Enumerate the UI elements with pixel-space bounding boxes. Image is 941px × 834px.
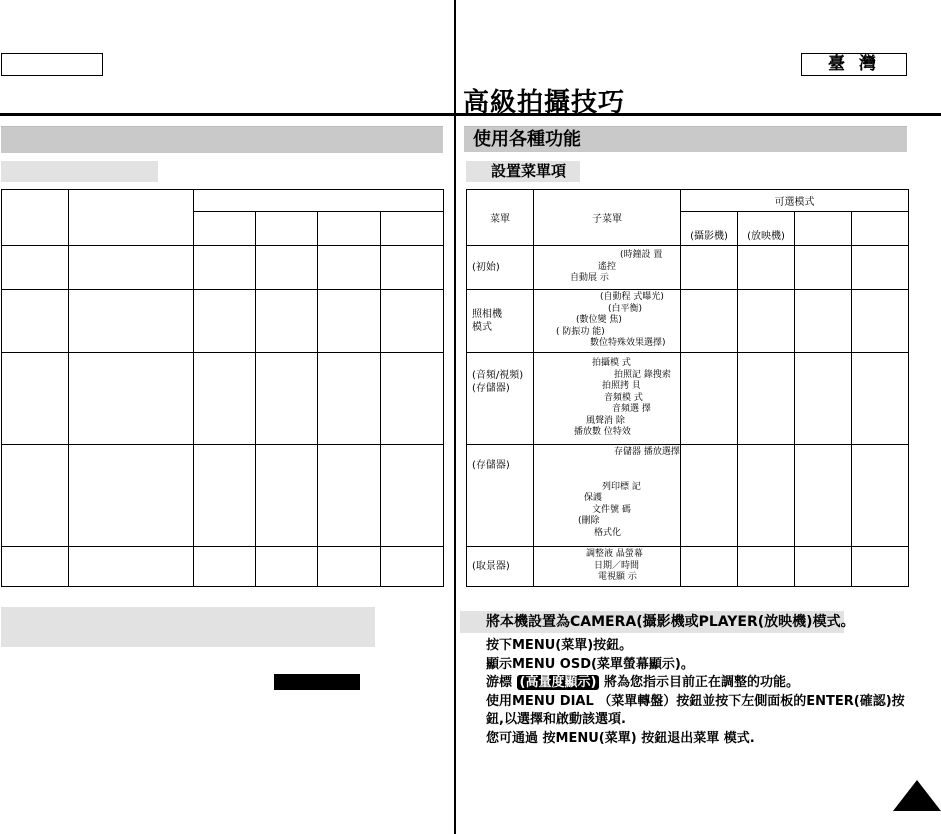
submenu-item: 遙控 xyxy=(598,261,617,272)
table-row xyxy=(467,353,909,445)
submenu-item: 拍照拷 貝 xyxy=(602,381,641,392)
submenu-item: 調整液 晶螢幕 xyxy=(586,549,643,560)
step-5: 您可通過 按MENU(菜單) 按鈕退出菜單 模式. xyxy=(486,730,755,746)
submenu-list xyxy=(534,547,681,587)
submenu-item: 存儲器 播放選擇 xyxy=(614,447,680,457)
menu-name: (初始) xyxy=(467,246,534,290)
submenu-item: 拍照記 錄搜索 xyxy=(614,369,671,380)
submenu-item: (自動程 式曝光) xyxy=(600,292,664,303)
header-modes: 可選模式 xyxy=(681,190,909,212)
step-4-cont: 鈕,以選擇和啟動該選項. xyxy=(486,712,626,727)
mode-col-4 xyxy=(852,212,909,246)
left-instruction-bar xyxy=(1,607,375,647)
left-menu-table xyxy=(1,189,444,587)
cursor-highlight: (高量度顯示) xyxy=(517,675,600,690)
submenu-item: 保護 xyxy=(584,493,603,503)
submenu-item: (時鐘設 置 xyxy=(620,250,663,261)
submenu-item: (刪除 xyxy=(578,516,600,526)
submenu-item: 音頻模 式 xyxy=(604,392,643,403)
section-title: 使用各種功能 xyxy=(464,126,907,152)
table-row xyxy=(467,547,909,587)
mode-col-3 xyxy=(795,212,852,246)
instruction-title: 將本機設置為CAMERA(攝影機或PLAYER(放映機)模式。 xyxy=(486,614,855,630)
submenu-item: 列印標 記 xyxy=(602,481,641,492)
left-language-box xyxy=(1,53,103,76)
table-row xyxy=(467,445,909,547)
step-4: 使用MENU DIAL （菜單轉盤）按鈕並按下左側面板的ENTER(確認)按 xyxy=(486,693,905,709)
step-2: 顯示MENU OSD(菜單螢幕顯示)。 xyxy=(486,656,694,672)
submenu-item: 播放數 位特效 xyxy=(574,427,631,438)
submenu-item: (白平衡) xyxy=(608,303,643,314)
submenu-spacer xyxy=(534,459,680,482)
step-1: 按下MENU(菜單)按鈕。 xyxy=(486,638,633,653)
submenu-item: 文件號 碼 xyxy=(592,504,631,515)
submenu-list xyxy=(534,290,681,353)
submenu-item: 拍攝模 式 xyxy=(592,358,631,369)
subsection-title: 設置菜單項 xyxy=(466,161,580,182)
mode-player: (放映機) xyxy=(738,212,795,246)
menu-name: (音頻/視頻) (存儲器) xyxy=(467,353,534,445)
submenu-item: 電視顯 示 xyxy=(598,572,637,583)
table-row xyxy=(467,246,909,290)
submenu-item: 數位特殊效果選擇) xyxy=(590,338,666,349)
submenu-item: ( 防振功 能) xyxy=(556,326,605,337)
submenu-list xyxy=(534,246,681,290)
step-3 xyxy=(486,674,905,693)
mode-camera: (攝影機) xyxy=(681,212,738,246)
menu-name: (取景器) xyxy=(467,547,534,587)
submenu-item: (數位變 焦) xyxy=(576,315,622,326)
menu-name: 照相機 模式 xyxy=(467,290,534,353)
table-row xyxy=(467,290,909,353)
page-up-triangle-icon xyxy=(893,780,941,811)
header-menu: 菜單 xyxy=(467,190,534,246)
instruction-steps xyxy=(486,637,905,748)
left-subsection-bar xyxy=(1,161,158,182)
submenu-item: 風聲消 除 xyxy=(586,415,625,426)
left-highlight-block xyxy=(274,674,360,690)
page-divider xyxy=(454,0,456,834)
menu-name: (存儲器) xyxy=(467,445,534,547)
submenu-list xyxy=(534,445,681,547)
submenu-item: 格式化 xyxy=(594,527,622,538)
submenu-list xyxy=(534,353,681,445)
left-section-bar xyxy=(1,126,443,153)
submenu-item: 自動展 示 xyxy=(570,273,609,284)
page-title: 高級拍攝技巧 xyxy=(463,88,626,118)
language-label: 臺 灣 xyxy=(801,53,907,76)
step-3-text: 將為您指示目前正在調整的功能。 xyxy=(603,675,799,690)
submenu-item: 音頻選 擇 xyxy=(612,404,651,415)
menu-items-table xyxy=(466,189,909,587)
submenu-item: 日期／時間 xyxy=(594,560,640,571)
step-3-prefix: 游標 xyxy=(486,675,513,690)
header-submenu: 子菜單 xyxy=(534,190,681,246)
